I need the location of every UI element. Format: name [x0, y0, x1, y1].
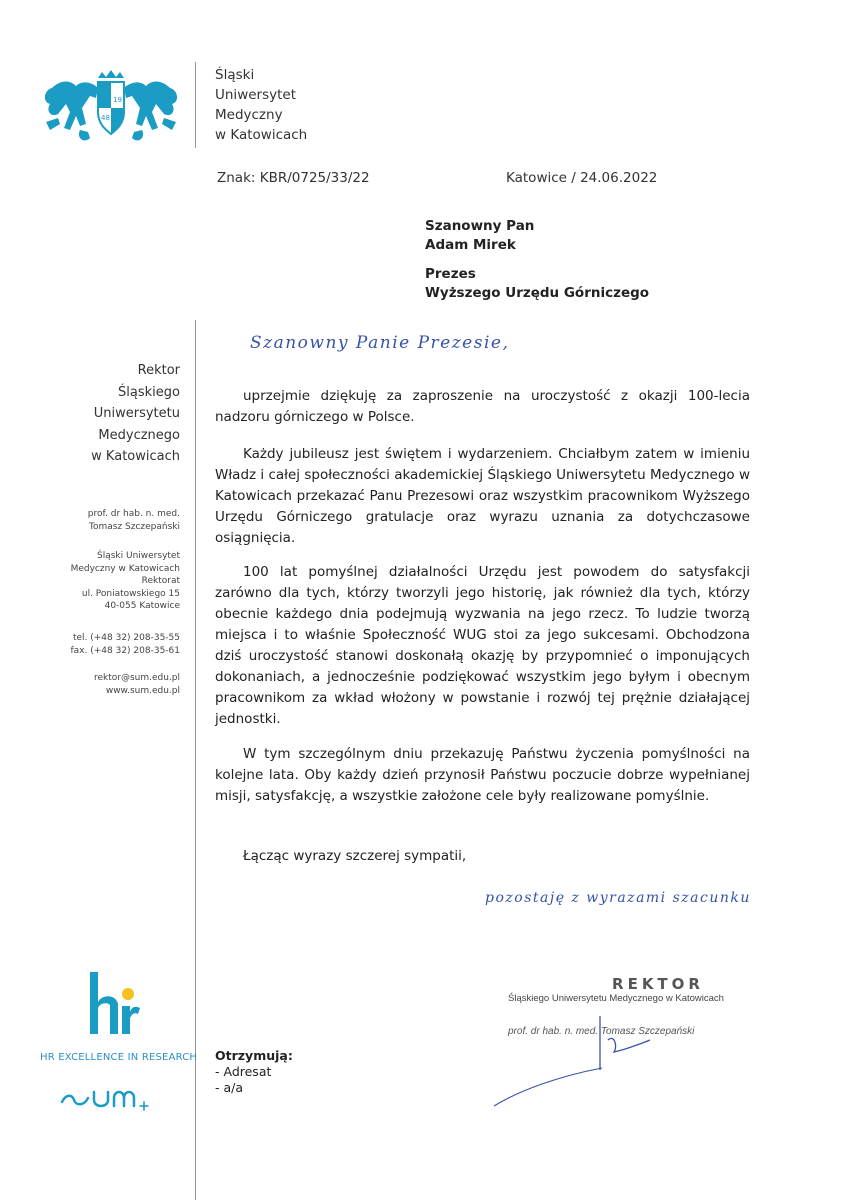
- place-date: Katowice / 24.06.2022: [506, 170, 658, 186]
- handwritten-greeting: [250, 318, 520, 368]
- letter-paragraph-2: Każdy jubileusz jest świętem i wydarzeniem. Chciałbym zatem w imieniu Władz i całej społeczności akademickiej Śląskiego Uniwersytetu Medycznego w Katowicach przekazać Panu Prezesowi oraz wszystkim pracownikom Wyższego Urzędu Górniczego gratulacje oraz wyrazu uznania za dotychczasowe osiągnięcia.: [215, 446, 750, 546]
- letter-closing: Łącząc wyrazy szczerej sympatii,: [243, 848, 467, 864]
- header-divider: [195, 62, 196, 148]
- addressee-name: Adam Mirek: [425, 237, 516, 253]
- letter-paragraph-1: uprzejmie dziękuję za zaproszenie na uroczystość z okazji 100-lecia nadzoru górniczego w Polsce.: [215, 388, 750, 425]
- addressee-position: Prezes: [425, 266, 476, 282]
- reference-number: Znak: KBR/0725/33/22: [217, 170, 370, 186]
- addressee-block: [425, 217, 649, 303]
- website-link[interactable]: www.sum.edu.pl: [105, 685, 180, 696]
- sidebar-divider: [195, 320, 196, 1200]
- svg-text:19: 19: [113, 96, 122, 104]
- hr-caption: HR EXCELLENCE IN RESEARCH: [40, 1052, 198, 1063]
- stamp-signatory: prof. dr hab. n. med. Tomasz Szczepański: [508, 1026, 695, 1037]
- university-logo: [40, 68, 182, 146]
- letter-paragraph-3: 100 lat pomyślnej działalności Urzędu jest powodem do satysfakcji zarówno dla tych, którzy tworzyli jego historię, jak również dla tych, którzy obecnie każdego dnia podejmują wyzwania na jego rzecz. To ludzie tworzą miejsca i to właśnie Społeczność WUG stoi za jego sukcesami. Obchodzona dziś uroczystość stanowi doskonałą okazję by przypomnieć o imponujących dokonaniach, a jednocześnie podziękować wszystkim jego byłym i obecnym pracownikom za wkład włożony w powstanie i rozwój tej prężnie działającej jednostki.: [215, 564, 750, 727]
- sidebar-person: prof. dr hab. n. med. Tomasz Szczepański: [87, 509, 180, 532]
- stamp-title: REKTOR: [612, 975, 704, 993]
- sidebar-web: [40, 672, 180, 697]
- hr-excellence-logo: [82, 968, 142, 1038]
- recipients-heading: Otrzymują:: [215, 1048, 293, 1063]
- email-link[interactable]: rektor@sum.edu.pl: [93, 673, 180, 683]
- signature: [490, 1010, 680, 1110]
- recipient-item: - a/a: [215, 1080, 244, 1095]
- handwritten-note: [485, 878, 785, 918]
- svg-text:Szanowny Panie Prezesie,: Szanowny Panie Prezesie,: [250, 333, 510, 353]
- stamp-institution: Śląskiego Uniwersytetu Medycznego w Katowicach: [508, 993, 724, 1004]
- recipients: [215, 1048, 293, 1096]
- svg-text:pozostaję z wyrazami szacunku: pozostaję z wyrazami szacunku: [485, 890, 751, 906]
- sidebar-phone: tel. (+48 32) 208-35-55 fax. (+48 32) 208-35-61: [70, 633, 180, 656]
- sum-logo: [58, 1082, 168, 1112]
- addressee-institution: Wyższego Urzędu Górniczego: [425, 285, 650, 301]
- sidebar-title: Rektor Śląskiego Uniwersytetu Medycznego w Katowicach: [91, 363, 180, 464]
- addressee-salutation: Szanowny Pan: [425, 218, 535, 234]
- svg-text:48: 48: [101, 114, 110, 122]
- sidebar-address: Śląski Uniwersytet Medyczny w Katowicach Rektorat ul. Poniatowskiego 15 40-055 Katowice: [70, 551, 180, 611]
- letter-paragraph-4: W tym szczególnym dniu przekazuję Państwu życzenia pomyślności na kolejne lata. Oby każdy dzień przynosił Państwu poczucie dobrze wypełnianej misji, satysfakcję, a wszystkie założone cele były realizowane pomyślnie.: [215, 746, 750, 804]
- university-name: Śląski Uniwersytet Medyczny w Katowicach: [215, 67, 308, 143]
- recipient-item: - Adresat: [215, 1064, 272, 1079]
